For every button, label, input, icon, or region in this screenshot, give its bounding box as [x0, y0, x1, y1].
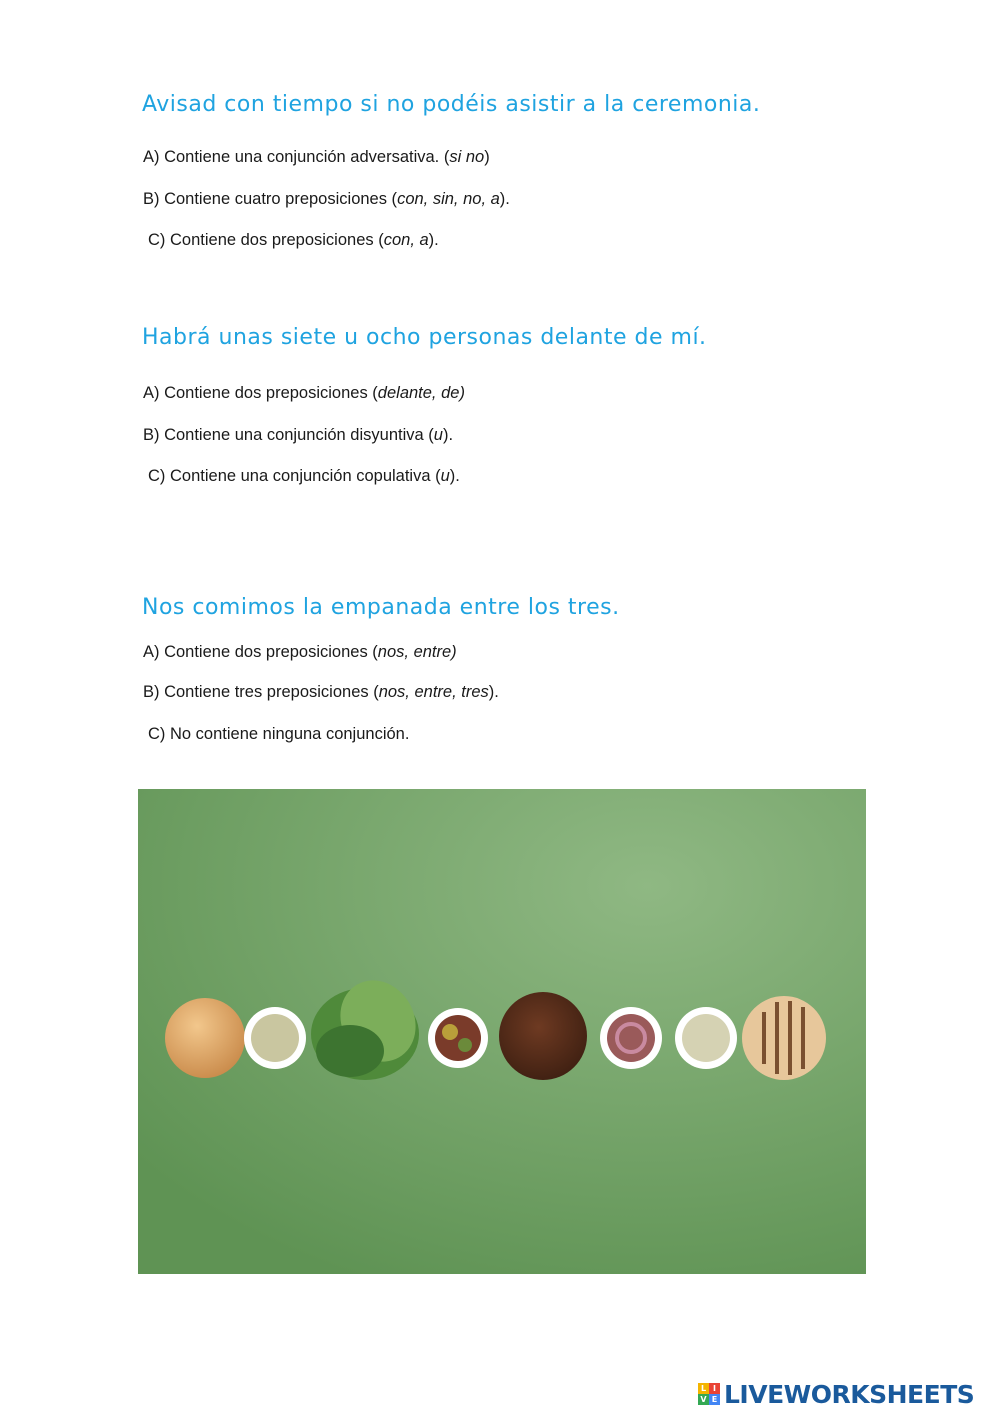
question-2-option-a[interactable]: A) Contiene dos preposiciones (delante, de): [143, 384, 465, 402]
question-2-sentence: Habrá unas siete u ocho personas delante de mí.: [142, 325, 707, 350]
question-1-option-a[interactable]: A) Contiene una conjunción adversativa. (si no): [143, 148, 490, 166]
question-1-option-c[interactable]: C) Contiene dos preposiciones (con, a).: [148, 231, 439, 249]
question-1-sentence: Avisad con tiempo si no podéis asistir a la ceremonia.: [142, 92, 761, 117]
question-3-option-b[interactable]: B) Contiene tres preposiciones (nos, entre, tres).: [143, 683, 499, 701]
question-2-option-c[interactable]: C) Contiene una conjunción copulativa (u).: [148, 467, 460, 485]
sauce-bowl-left: [244, 1007, 306, 1069]
question-3-option-c[interactable]: C) No contiene ninguna conjunción.: [148, 725, 410, 743]
logo-text: LIVEWORKSHEETS: [724, 1379, 975, 1409]
live-badge-icon: L I V E: [698, 1383, 720, 1405]
question-3-sentence: Nos comimos la empanada entre los tres.: [142, 595, 620, 620]
bun-top: [165, 998, 245, 1078]
sauce-bowl-right: [675, 1007, 737, 1069]
question-1-option-b[interactable]: B) Contiene cuatro preposiciones (con, sin, no, a).: [143, 190, 510, 208]
liveworksheets-logo[interactable]: [698, 1378, 974, 1410]
vegetable-bowl-left: [428, 1008, 488, 1068]
burger-patty: [499, 992, 587, 1080]
onion-bowl: [600, 1007, 662, 1069]
question-2-option-b[interactable]: B) Contiene una conjunción disyuntiva (u).: [143, 426, 454, 444]
bun-bottom-grilled: [742, 996, 826, 1080]
question-3-option-a[interactable]: A) Contiene dos preposiciones (nos, entre): [143, 643, 457, 661]
burger-ingredients-photo: [138, 789, 866, 1274]
